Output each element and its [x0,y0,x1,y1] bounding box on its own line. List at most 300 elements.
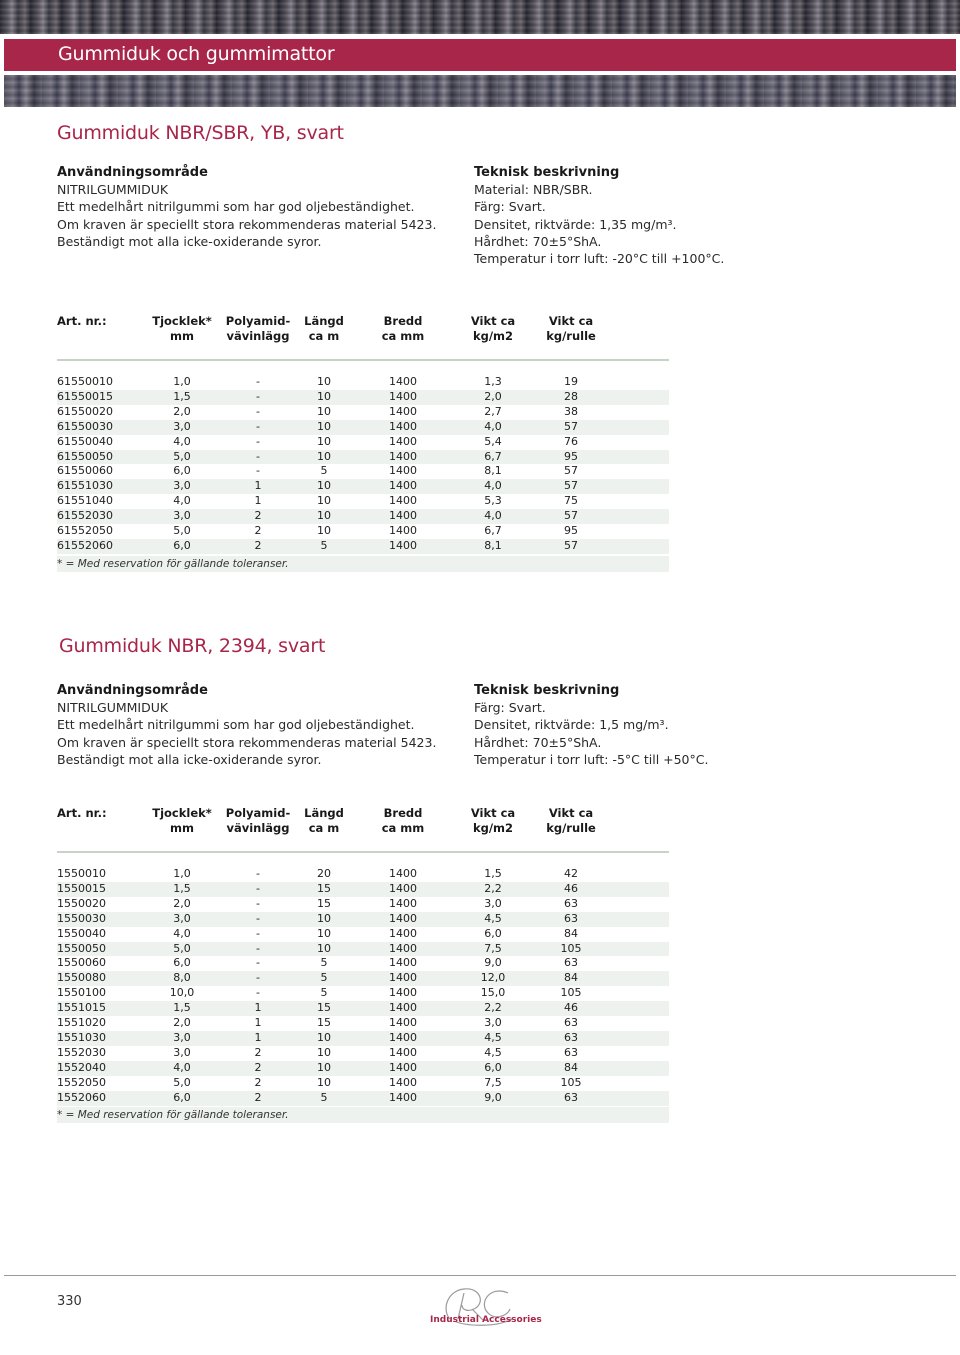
table-cell: 8,1 [484,464,502,478]
row-spacer [605,479,669,494]
table-cell: 1 [225,1031,291,1046]
column-unit [57,821,139,836]
table-cell: 8,1 [449,539,537,554]
table-cell: 1552040 [57,1061,139,1076]
table-cell: 1550060 [57,956,106,970]
table-cell: 7,5 [449,942,537,957]
usage-line: Ett medelhårt nitrilgummi som har god oljebeständighet. [57,199,415,215]
table-cell: 10 [317,524,331,538]
table-cell: 61550020 [57,404,113,418]
column-header: Vikt ca [548,806,594,820]
table-cell: 10 [291,479,357,494]
table-cell: 1400 [357,509,449,524]
table-cell: 63 [537,1031,605,1046]
table-cell: 4,0 [449,420,537,435]
table-row [57,1001,669,1016]
table-row [57,971,669,986]
table-cell: 4,0 [449,479,537,494]
table-cell: 4,0 [139,1061,225,1076]
table-cell: 5,0 [173,524,191,538]
table-cell: 5 [320,986,328,1000]
table-cell: 1400 [389,524,417,538]
table-cell: - [256,926,260,940]
table-header-row-1 [57,314,669,329]
header-gap [57,360,669,375]
table-cell: 3,0 [139,1031,225,1046]
table-cell: 1,5 [484,867,502,880]
table-cell: 63 [564,896,578,910]
table-cell: 1400 [357,479,449,494]
header-gap [57,852,669,867]
usage-line: Beständigt mot alla icke-oxiderande syror. [57,751,322,767]
row-spacer [605,509,669,524]
table-cell: 1550080 [57,971,139,986]
usage-line: Om kraven är speciellt stora rekommenderas material 5423. [57,216,437,232]
table-cell: 10 [291,509,357,524]
table-cell: 2 [254,1075,262,1089]
table-cell: 5 [291,971,357,986]
table-cell: 2,2 [449,1001,537,1016]
table-cell: 10,0 [169,986,195,1000]
table-cell: 1400 [357,1001,449,1016]
table-cell: 105 [560,986,582,1000]
table-cell: 61550060 [57,464,113,478]
table-cell: 1400 [357,450,449,465]
table-cell: 61550015 [57,390,139,405]
table-row [57,524,669,539]
table-cell: 2 [254,1045,262,1059]
table-cell: 1552030 [57,1045,106,1059]
table-cell: 2,0 [173,896,191,910]
table-cell: - [256,986,260,1000]
table-cell: 5,0 [173,1075,191,1089]
table-cell: 1550100 [57,986,106,1000]
table-row [57,1076,669,1091]
table-cell: - [225,942,291,957]
table-cell: 84 [537,971,605,986]
table-row [57,1061,669,1076]
table-cell: 1400 [389,926,417,940]
product-table [57,806,669,1106]
table-cell: 1400 [357,420,449,435]
table-row [57,956,669,971]
column-header: Bredd [383,806,423,820]
footer-rule [4,1275,956,1276]
table-cell: 1400 [357,1061,449,1076]
table-cell: 1400 [389,404,417,418]
table-cell: 57 [537,420,605,435]
table-cell: 4,5 [449,1031,537,1046]
table-cell: 1550020 [57,896,106,910]
table-cell: - [256,956,260,970]
row-spacer [605,405,669,420]
table-cell: 1400 [389,956,417,970]
table-row [57,882,669,897]
table-cell: 1400 [389,1075,417,1089]
row-spacer [605,390,669,405]
table-cell: - [256,896,260,910]
table-cell: 105 [537,942,605,957]
header-rule [57,836,669,852]
column-unit: kg/m2 [472,821,514,835]
table-cell: - [256,464,260,478]
header-spacer [605,329,669,344]
usage-line: NITRILGUMMIDUK [57,700,169,716]
column-header: Längd [304,314,344,328]
table-cell: 1400 [389,494,417,508]
tech-line: Hårdhet: 70±5°ShA. [474,233,602,249]
table-cell: 10 [291,390,357,405]
table-cell: 4,0 [173,926,191,940]
tech-line: Temperatur i torr luft: -5°C till +50°C. [474,751,709,767]
row-spacer [605,1091,669,1106]
table-cell: 1550050 [57,942,139,957]
table-cell: 1400 [357,539,449,554]
row-spacer [605,539,669,554]
table-cell: 5,0 [139,942,225,957]
table-cell: 4,5 [484,1045,502,1059]
column-header: Vikt ca [470,806,516,820]
column-header: Tjocklek* [152,806,212,820]
row-spacer [605,867,669,882]
table-cell: 20 [317,867,331,880]
table-cell: 1550040 [57,926,106,940]
table-cell: 61551040 [57,494,113,508]
table-cell: 2 [225,539,291,554]
logo-text: Industrial Accessories [430,1315,542,1325]
table-row [57,509,669,524]
header-spacer [605,821,669,836]
table-row [57,867,669,882]
table-cell: 57 [537,509,605,524]
table-cell: 1400 [357,912,449,927]
column-unit: ca mm [381,329,425,343]
row-spacer [605,986,669,1001]
table-cell: 2 [225,1061,291,1076]
table-cell: 61550010 [57,375,113,388]
table-header-row-2 [57,329,669,344]
row-spacer [605,1001,669,1016]
table-cell: - [225,420,291,435]
table-cell: 1 [254,1016,262,1030]
table-cell: 6,0 [139,539,225,554]
table-cell: 28 [537,390,605,405]
column-header: Bredd [383,314,423,328]
table-cell: 10 [317,375,331,388]
table-cell: 63 [564,956,578,970]
tech-line: Temperatur i torr luft: -20°C till +100°C. [474,251,725,267]
row-spacer [605,971,669,986]
table-cell: 5 [320,464,328,478]
table-cell: 1,5 [139,1001,225,1016]
table-cell: 7,5 [484,1075,502,1089]
table-cell: 3,0 [173,1045,191,1059]
usage-label: Användningsområde [57,165,208,180]
table-cell: 1400 [357,1031,449,1046]
table-cell: 1400 [357,942,449,957]
column-unit [57,329,139,344]
usage-block [57,164,457,250]
row-spacer [605,450,669,465]
table-cell: 1400 [389,1045,417,1059]
table-cell: 1 [254,494,262,508]
table-cell: 1550030 [57,912,139,927]
tech-block [474,164,894,267]
column-unit: ca m [308,329,340,343]
table-cell: 57 [564,464,578,478]
table-cell: 1400 [389,986,417,1000]
table-cell: 6,0 [449,1061,537,1076]
table-cell: 1,0 [173,867,191,880]
table-row [57,435,669,450]
table-cell: 10 [291,450,357,465]
row-spacer [605,1076,669,1091]
table-cell: 2 [254,524,262,538]
usage-line: NITRILGUMMIDUK [57,182,169,198]
table-row [57,375,669,390]
table-cell: 1550010 [57,867,106,880]
table-cell: 4,0 [173,494,191,508]
table-body [57,867,669,1106]
table-cell: 10 [317,1045,331,1059]
table-cell: - [225,882,291,897]
table-cell: 95 [564,524,578,538]
table-header-row-1 [57,806,669,821]
column-unit: ca mm [381,821,425,835]
row-spacer [605,1031,669,1046]
column-header: Art. nr.: [57,806,107,820]
table-cell: 6,0 [484,926,502,940]
table-row [57,420,669,435]
column-unit: ca m [308,821,340,835]
table-cell: 61552030 [57,509,139,524]
table-body [57,375,669,554]
table-row [57,539,669,554]
row-spacer [605,464,669,479]
table-cell: 4,0 [449,509,537,524]
tech-block [474,682,894,768]
table-cell: 1,0 [173,375,191,388]
table-cell: 6,7 [484,524,502,538]
column-unit: mm [170,329,194,343]
table-cell: 5 [291,1091,357,1106]
decorative-band [4,75,956,107]
table-cell: 2,0 [449,390,537,405]
table-row [57,1016,669,1031]
table-row [57,405,669,420]
table-cell: 10 [317,1075,331,1089]
table-cell: 1400 [389,375,417,388]
section-title: Gummiduk NBR, 2394, svart [59,635,326,657]
table-cell: 1400 [357,971,449,986]
table-cell: 61550030 [57,420,139,435]
table-cell: - [225,390,291,405]
table-row [57,450,669,465]
usage-line: Om kraven är speciellt stora rekommenderas material 5423. [57,734,437,750]
table-cell: 10 [317,404,331,418]
table-cell: 1 [225,1001,291,1016]
tech-line: Densitet, riktvärde: 1,35 mg/m³. [474,216,677,232]
row-spacer [605,1046,669,1061]
column-header: Art. nr.: [57,314,107,328]
table-cell: 95 [537,450,605,465]
tolerance-note: * = Med reservation för gällande toleranser. [57,1107,669,1123]
page-number: 330 [57,1294,82,1309]
table-cell: 1400 [389,434,417,448]
column-unit: mm [170,821,194,835]
table-cell: 10 [291,420,357,435]
table-cell: 84 [537,1061,605,1076]
table-cell: 61552060 [57,539,139,554]
table-header-row-2 [57,821,669,836]
usage-line: Ett medelhårt nitrilgummi som har god oljebeständighet. [57,717,415,733]
table-cell: 3,0 [139,479,225,494]
table-cell: 75 [564,494,578,508]
table-cell: 2,0 [173,404,191,418]
table-cell: 1400 [357,390,449,405]
usage-label: Användningsområde [57,683,208,698]
table-cell: 19 [564,375,578,388]
table-cell: 63 [537,1091,605,1106]
table-cell: 10 [291,912,357,927]
table-cell: 1400 [389,1016,417,1030]
table-cell: 1,5 [139,882,225,897]
table-row [57,912,669,927]
table-cell: 1400 [389,896,417,910]
table-cell: 2,0 [173,1016,191,1030]
table-cell: 10 [291,1031,357,1046]
table-cell: 46 [537,1001,605,1016]
row-spacer [605,435,669,450]
table-cell: 61552050 [57,524,113,538]
table-cell: 15 [317,1016,331,1030]
table-cell: 1400 [357,1091,449,1106]
table-row [57,897,669,912]
table-cell: 10 [317,926,331,940]
table-cell: - [225,450,291,465]
table-row [57,494,669,509]
table-cell: 5,4 [484,434,502,448]
column-unit: kg/m2 [472,329,514,343]
table-cell: 8,0 [139,971,225,986]
table-cell: 15 [291,1001,357,1016]
table-cell: 1551030 [57,1031,139,1046]
usage-line: Beständigt mot alla icke-oxiderande syror. [57,233,322,249]
table-cell: 6,0 [173,464,191,478]
row-spacer [605,882,669,897]
table-cell: 1,3 [484,375,502,388]
row-spacer [605,1016,669,1031]
table-cell: 61550040 [57,434,113,448]
top-decorative-band [0,0,960,34]
table-cell: 15 [317,896,331,910]
table-cell: 1552050 [57,1075,106,1089]
table-cell: 1400 [389,867,417,880]
table-cell: 1400 [389,464,417,478]
tolerance-note: * = Med reservation för gällande toleranser. [57,556,669,572]
table-row [57,1091,669,1106]
tech-line: Hårdhet: 70±5°ShA. [474,734,602,750]
column-unit: vävinlägg [226,329,290,343]
column-header: Tjocklek* [152,314,212,328]
tech-line: Densitet, riktvärde: 1,5 mg/m³. [474,717,669,733]
table-cell: 61551030 [57,479,139,494]
usage-block [57,682,457,768]
table-cell: 10 [317,494,331,508]
table-cell: - [256,867,260,880]
row-spacer [605,375,669,390]
table-cell: 61550050 [57,450,139,465]
table-cell: - [256,434,260,448]
header-spacer [605,314,669,329]
column-header: Polyamid- [225,806,291,820]
row-spacer [605,942,669,957]
table-cell: 1550015 [57,882,139,897]
table-cell: 1551020 [57,1016,106,1030]
column-unit: vävinlägg [226,821,290,835]
table-cell: 9,0 [449,1091,537,1106]
table-cell: 15,0 [480,986,506,1000]
table-cell: 3,0 [484,1016,502,1030]
table-row [57,464,669,479]
table-cell: 5,3 [484,494,502,508]
table-cell: 10 [291,1061,357,1076]
row-spacer [605,912,669,927]
table-cell: 63 [537,912,605,927]
table-row [57,479,669,494]
tech-label: Teknisk beskrivning [474,165,620,180]
table-cell: 3,0 [139,509,225,524]
table-cell: - [256,404,260,418]
table-cell: 38 [564,404,578,418]
row-spacer [605,927,669,942]
table-cell: 3,0 [484,896,502,910]
table-cell: 5 [320,956,328,970]
tech-label: Teknisk beskrivning [474,683,620,698]
tech-line: Färg: Svart. [474,199,546,215]
row-spacer [605,897,669,912]
table-cell: 1 [225,479,291,494]
table-cell: 10 [291,942,357,957]
row-spacer [605,956,669,971]
column-header: Polyamid- [225,314,291,328]
table-cell: 63 [564,1045,578,1059]
table-row [57,1046,669,1061]
table-cell: 105 [560,1075,582,1089]
table-cell: 63 [564,1016,578,1030]
table-cell: 4,5 [449,912,537,927]
table-cell: 6,0 [139,1091,225,1106]
column-header: Längd [304,806,344,820]
column-unit: kg/rulle [546,329,596,343]
table-cell: - [225,912,291,927]
table-cell: 1,5 [139,390,225,405]
table-cell: 2 [225,509,291,524]
row-spacer [605,494,669,509]
column-header: Vikt ca [548,314,594,328]
table-cell: 6,7 [449,450,537,465]
table-cell: 57 [537,479,605,494]
table-cell: 3,0 [139,912,225,927]
column-unit: kg/rulle [546,821,596,835]
table-cell: 57 [537,539,605,554]
header-spacer [605,806,669,821]
table-cell: 4,0 [173,434,191,448]
table-cell: 2,7 [484,404,502,418]
row-spacer [605,524,669,539]
header-rule [57,344,669,360]
section-title: Gummiduk NBR/SBR, YB, svart [57,122,344,144]
